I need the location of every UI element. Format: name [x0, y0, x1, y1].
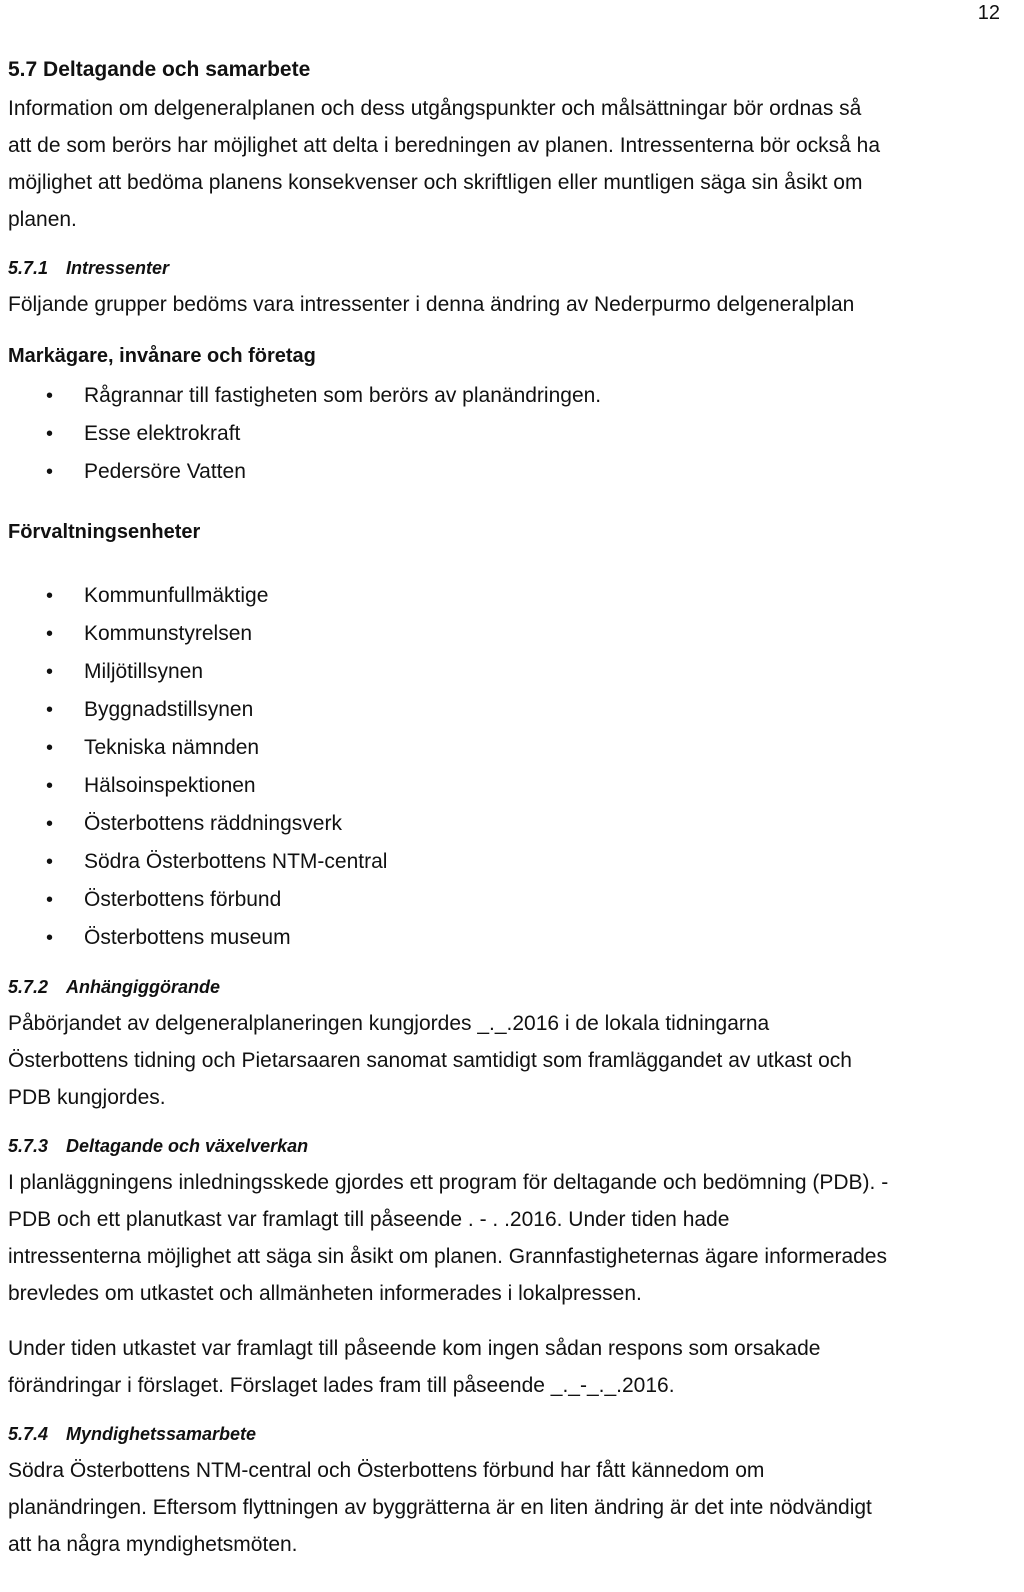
paragraph-line: att ha några myndighetsmöten.: [8, 1533, 298, 1556]
paragraph-line: I planläggningens inledningsskede gjordes ett program för deltagande och bedömning (PDB). -: [8, 1171, 889, 1194]
paragraph-line: förändringar i förslaget. Förslaget lades fram till påseende _._-_._.2016.: [8, 1374, 675, 1397]
subsection-title: Anhängiggörande: [66, 977, 220, 997]
intro-line: möjlighet att bedöma planens konsekvenser och skriftligen eller muntligen säga sin åsikt om: [8, 171, 863, 194]
subsection-number: 5.7.2: [8, 977, 49, 997]
paragraph-gap: [8, 1312, 1010, 1330]
paragraph-line: intressenterna möjlighet att säga sin åsikt om planen. Grannfastigheternas ägare informerades: [8, 1245, 887, 1268]
intro-line: planen.: [8, 208, 77, 231]
subsection-title: Myndighetssamarbete: [66, 1424, 257, 1444]
list-item: • Österbottens räddningsverk: [8, 805, 1010, 843]
list-item: • Pedersöre Vatten: [8, 453, 1010, 491]
administration-list: [8, 577, 1010, 957]
paragraph-line: Österbottens tidning och Pietarsaaren sanomat samtidigt som framläggandet av utkast och: [8, 1049, 852, 1072]
list-item: • Tekniska nämnden: [8, 729, 1010, 767]
intro-line: att de som berörs har möjlighet att delta i beredningen av planen. Intressenterna bör också ha: [8, 134, 881, 157]
paragraph-line: PDB kungjordes.: [8, 1086, 166, 1109]
subsection-heading-574: [8, 1420, 1010, 1448]
list-item: • Södra Österbottens NTM-central: [8, 843, 1010, 881]
group-heading-landowners: Markägare, invånare och företag: [8, 345, 316, 367]
list-item: • Rågrannar till fastigheten som berörs av planändringen.: [8, 377, 1010, 415]
intro-line: Information om delgeneralplanen och dess utgångspunkter och målsättningar bör ordnas så: [8, 97, 862, 120]
group-heading-administration: Förvaltningsenheter: [8, 521, 201, 543]
subsection-heading-572: [8, 973, 1010, 1001]
list-item: • Österbottens förbund: [8, 881, 1010, 919]
paragraph-line: brevledes om utkastet och allmänheten informerades i lokalpressen.: [8, 1282, 642, 1305]
paragraph-line: planändringen. Eftersom flyttningen av byggrätterna är en liten ändring är det inte nödvändigt: [8, 1496, 872, 1519]
list-item: • Kommunstyrelsen: [8, 615, 1010, 653]
list-item: • Miljötillsynen: [8, 653, 1010, 691]
paragraph-line: PDB och ett planutkast var framlagt till påseende . - . .2016. Under tiden hade: [8, 1208, 730, 1231]
document-body: [8, 56, 1010, 1563]
subsection-heading-573: [8, 1132, 1010, 1160]
subsection-title: Intressenter: [66, 258, 170, 278]
section-title: 5.7 Deltagande och samarbete: [8, 58, 311, 81]
list-item: • Esse elektrokraft: [8, 415, 1010, 453]
subsection-heading-571: [8, 254, 1010, 282]
subsection-number: 5.7.4: [8, 1424, 49, 1444]
list-item: • Byggnadstillsynen: [8, 691, 1010, 729]
paragraph-line: Södra Österbottens NTM-central och Österbottens förbund har fått kännedom om: [8, 1459, 765, 1482]
subsection-number: 5.7.3: [8, 1136, 49, 1156]
paragraph-line: Påbörjandet av delgeneralplaneringen kungjordes _._.2016 i de lokala tidningarna: [8, 1012, 770, 1035]
paragraph-line: Under tiden utkastet var framlagt till påseende kom ingen sådan respons som orsakade: [8, 1337, 821, 1360]
list-item: • Kommunfullmäktige: [8, 577, 1010, 615]
landowners-list: [8, 377, 1010, 491]
list-item: • Österbottens museum: [8, 919, 1010, 957]
subsection-number: 5.7.1: [8, 258, 49, 278]
intro-paragraph: [8, 90, 1010, 238]
page-number: 12: [977, 2, 1000, 24]
stakeholders-intro: Följande grupper bedöms vara intressenter i denna ändring av Nederpurmo delgeneralplan: [8, 293, 855, 316]
subsection-title: Deltagande och växelverkan: [66, 1136, 309, 1156]
list-item: • Hälsoinspektionen: [8, 767, 1010, 805]
